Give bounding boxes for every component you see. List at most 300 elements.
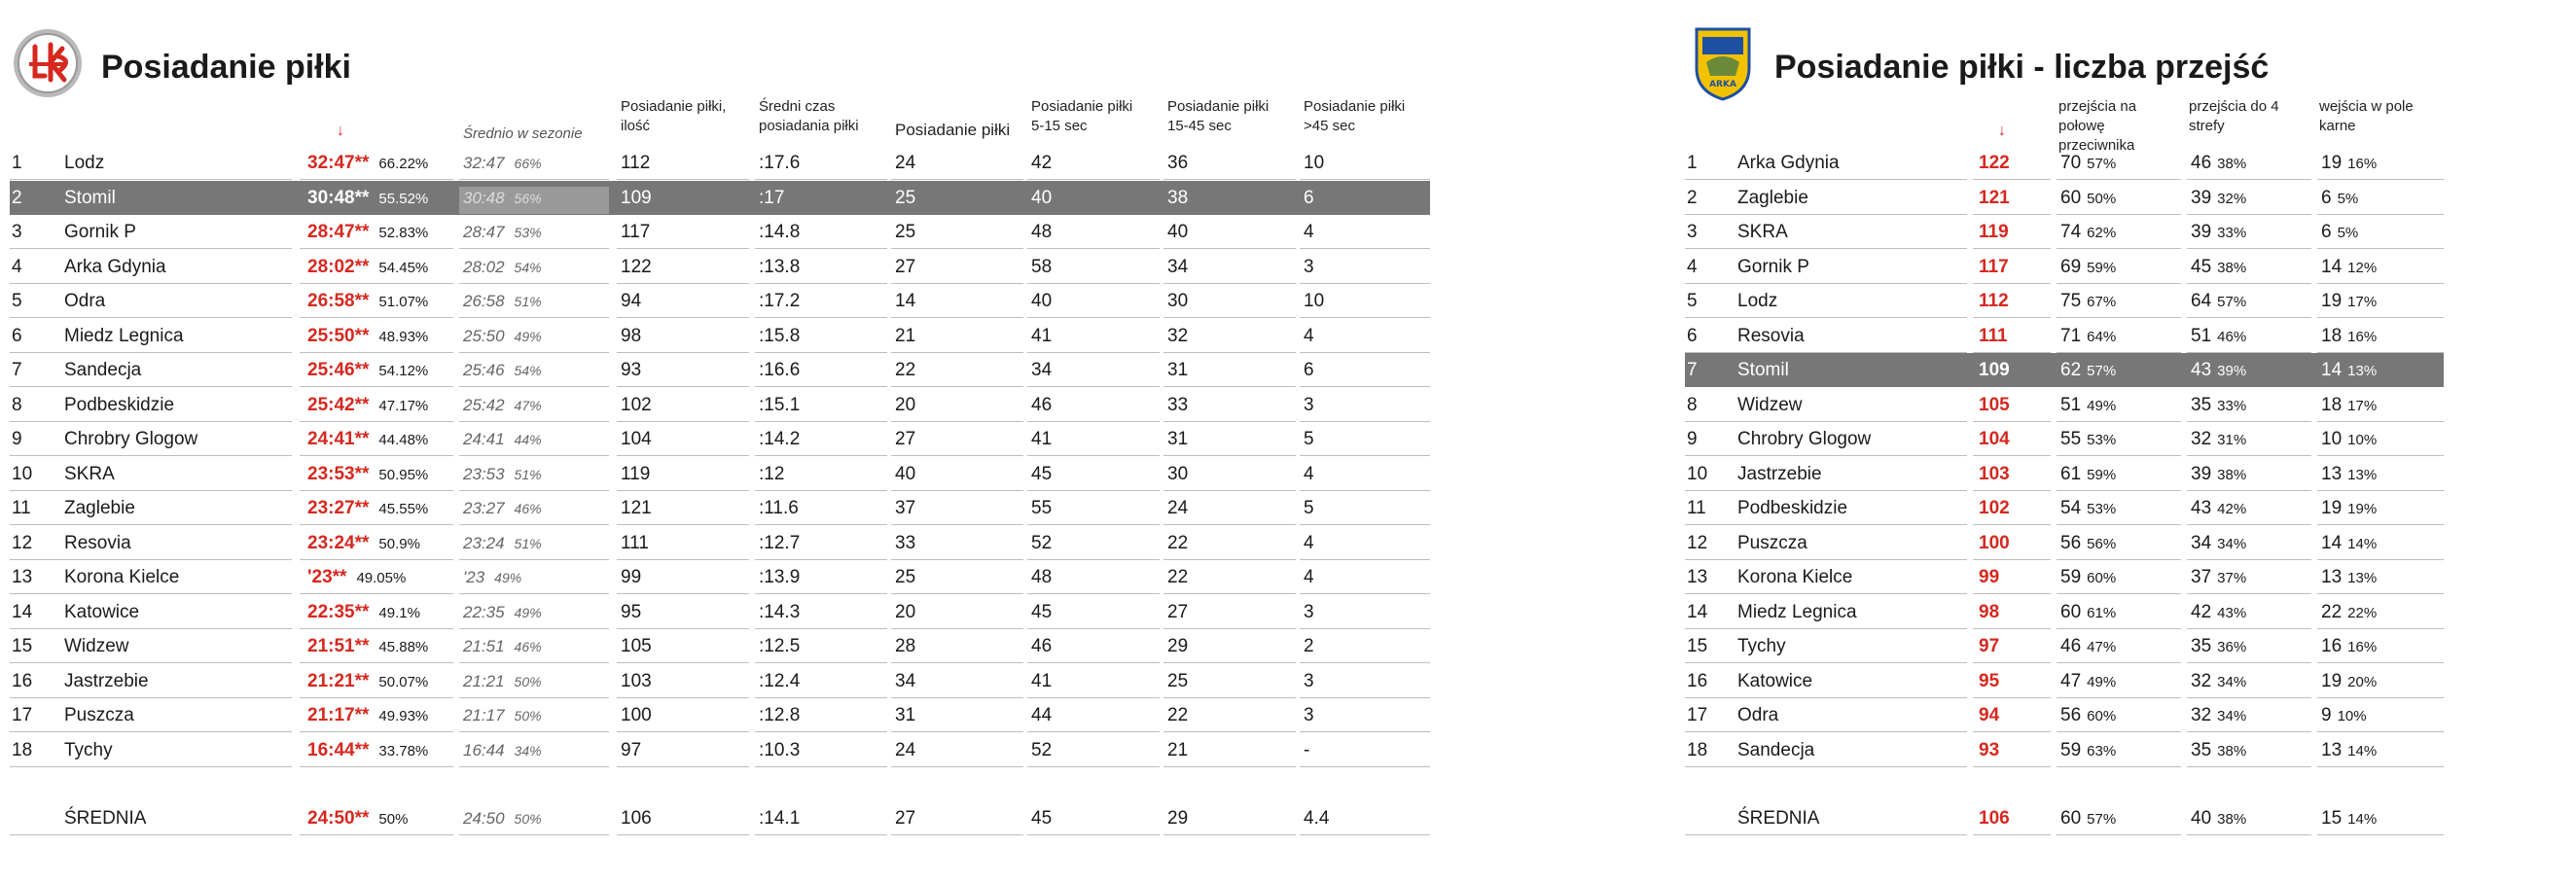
- possession-cell: 20: [895, 394, 916, 415]
- time-cell: [307, 807, 408, 834]
- count-cell: 97: [621, 739, 642, 760]
- box-cell: [2321, 497, 2377, 524]
- season-avg-time: 22:35: [463, 602, 505, 621]
- half-percent: 49%: [2087, 673, 2117, 690]
- header-45plus: Posiadanie piłki >45 sec: [1304, 98, 1406, 134]
- table-row[interactable]: [10, 664, 1430, 698]
- b515-cell: 41: [1031, 325, 1053, 346]
- b1545-cell: 36: [1167, 153, 1189, 173]
- team-cell: Miedz Legnica: [64, 325, 184, 346]
- box-cell: [2321, 221, 2358, 248]
- half-percent: 64%: [2087, 328, 2117, 345]
- half-cell: [2060, 739, 2116, 766]
- zone-cell: [2191, 601, 2246, 628]
- header-half: przejścia na połowę przeciwnika: [2058, 98, 2137, 154]
- box-cell: [2321, 566, 2377, 593]
- zone-cell: [2191, 807, 2246, 834]
- b45-cell: 3: [1304, 601, 1314, 622]
- total-cell: 119: [1979, 222, 2009, 242]
- row-divider: [2317, 766, 2444, 767]
- b1545-cell: 30: [1167, 291, 1189, 311]
- table-row[interactable]: [10, 181, 1430, 215]
- box-value: 13: [2321, 567, 2343, 587]
- total-cell: 100: [1979, 532, 2010, 553]
- b515-cell: 41: [1031, 670, 1053, 691]
- b45-cell: 5: [1304, 498, 1314, 518]
- rank-cell: 18: [1687, 739, 1708, 760]
- b1545-cell: 29: [1167, 808, 1189, 829]
- b45-cell: 6: [1304, 360, 1314, 380]
- season-avg-time: 24:41: [463, 430, 505, 448]
- box-cell: [2321, 152, 2377, 179]
- table-row[interactable]: [10, 388, 1430, 422]
- table-row[interactable]: [10, 353, 1430, 387]
- b1545-cell: 25: [1167, 670, 1189, 691]
- count-cell: 121: [621, 498, 652, 518]
- possession-cell: 28: [895, 636, 916, 656]
- row-divider: [1973, 766, 2051, 767]
- b45-cell: 10: [1304, 153, 1325, 173]
- b1545-cell: 33: [1167, 394, 1189, 415]
- box-value: 19: [2321, 291, 2343, 311]
- table-row[interactable]: [1685, 560, 2444, 594]
- table-row[interactable]: [10, 698, 1430, 732]
- half-cell: [2060, 359, 2116, 386]
- box-value: 16: [2321, 636, 2343, 656]
- b1545-cell: 31: [1167, 429, 1189, 449]
- box-cell: [2321, 290, 2377, 317]
- season-avg-time: 16:44: [463, 740, 505, 759]
- box-value: 6: [2321, 187, 2332, 208]
- table-row[interactable]: [10, 526, 1430, 560]
- b515-cell: 45: [1031, 808, 1053, 829]
- zone-percent: 43%: [2217, 604, 2247, 621]
- team-cell: Korona Kielce: [64, 567, 180, 587]
- rank-cell: 14: [12, 601, 33, 622]
- avg-time-cell: :14.1: [759, 808, 801, 829]
- table-row[interactable]: [1685, 491, 2444, 525]
- season-avg-time: 25:42: [463, 395, 505, 414]
- box-value: 18: [2321, 394, 2343, 415]
- row-divider: [1685, 834, 1967, 835]
- zone-value: 64: [2191, 291, 2212, 311]
- team-cell: Zaglebie: [64, 498, 135, 518]
- b45-cell: 5: [1304, 429, 1314, 449]
- box-percent: 13%: [2347, 466, 2378, 483]
- box-value: 6: [2321, 222, 2332, 242]
- avg-time-cell: :12.5: [759, 636, 801, 656]
- half-cell: [2060, 187, 2116, 214]
- team-cell: Miedz Legnica: [1737, 601, 1857, 622]
- time-percent: 48.93%: [378, 328, 429, 345]
- team-cell: Chrobry Glogow: [64, 429, 198, 449]
- half-percent: 47%: [2087, 639, 2117, 655]
- b515-cell: 45: [1031, 463, 1053, 484]
- zone-value: 40: [2191, 808, 2212, 829]
- avg-time-cell: :14.8: [759, 222, 801, 242]
- zone-cell: [2191, 635, 2246, 662]
- team-cell: Podbeskidzie: [64, 394, 175, 415]
- possession-cell: 37: [895, 498, 916, 518]
- time-percent: 50.07%: [378, 673, 429, 690]
- b515-cell: 58: [1031, 256, 1053, 277]
- row-divider: [459, 766, 609, 767]
- season-avg-cell: [459, 497, 609, 524]
- table-row[interactable]: [1685, 353, 2444, 387]
- rank-cell: 5: [12, 291, 22, 311]
- table-row[interactable]: [1685, 595, 2444, 629]
- header-count: Posiadanie piłki, ilość: [621, 98, 727, 134]
- total-cell: 109: [1979, 360, 2010, 380]
- half-percent: 60%: [2087, 570, 2117, 586]
- rank-cell: 4: [12, 256, 22, 277]
- season-avg-percent: 49%: [494, 570, 522, 585]
- half-percent: 49%: [2087, 397, 2117, 414]
- table-row[interactable]: [1685, 388, 2444, 422]
- b45-cell: 3: [1304, 670, 1314, 691]
- row-divider: [2187, 834, 2311, 835]
- time-cell: [307, 704, 428, 731]
- team-cell: Resovia: [1737, 325, 1805, 346]
- zone-percent: 57%: [2217, 294, 2247, 310]
- team-cell: Jastrzebie: [1737, 463, 1822, 484]
- team-cell: Puszcza: [64, 705, 134, 725]
- time-value: 25:50**: [307, 325, 370, 346]
- avg-time-cell: :13.9: [759, 567, 801, 587]
- box-cell: [2321, 256, 2377, 283]
- rank-cell: 17: [1687, 705, 1708, 725]
- table-row[interactable]: [1685, 284, 2444, 318]
- box-percent: 16%: [2347, 328, 2378, 345]
- box-percent: 13%: [2347, 570, 2378, 586]
- row-divider: [2057, 766, 2181, 767]
- possession-cell: 27: [895, 256, 916, 277]
- box-percent: 10%: [2337, 708, 2367, 724]
- time-cell: [307, 739, 428, 766]
- time-value: 22:35**: [307, 601, 370, 622]
- box-value: 13: [2321, 739, 2343, 760]
- count-cell: 102: [621, 394, 652, 415]
- rank-cell: 17: [12, 705, 33, 725]
- row-divider: [891, 766, 1023, 767]
- table-row[interactable]: [1685, 629, 2444, 663]
- time-value: 25:46**: [307, 360, 370, 380]
- box-cell: [2321, 463, 2377, 490]
- box-percent: 20%: [2347, 673, 2378, 690]
- table-row[interactable]: [1685, 250, 2444, 284]
- table-row[interactable]: [1685, 181, 2444, 215]
- half-value: 74: [2060, 222, 2082, 242]
- possession-cell: 25: [895, 222, 916, 242]
- table-row[interactable]: [10, 422, 1430, 456]
- total-cell: 103: [1979, 463, 2010, 484]
- row-divider: [459, 834, 609, 835]
- half-cell: [2060, 566, 2116, 593]
- b45-cell: 3: [1304, 256, 1314, 277]
- time-percent: 50.95%: [378, 466, 429, 483]
- rank-cell: 15: [1687, 636, 1708, 656]
- total-cell: 106: [1979, 808, 2010, 829]
- team-cell: Sandecja: [64, 360, 142, 380]
- season-avg-cell: [459, 739, 609, 766]
- season-avg-cell: [459, 152, 609, 179]
- table-row[interactable]: [1685, 146, 2444, 180]
- count-cell: 117: [621, 222, 651, 242]
- sort-arrow-icon[interactable]: ↓: [337, 123, 344, 139]
- table-row[interactable]: [1685, 215, 2444, 249]
- b515-cell: 46: [1031, 394, 1053, 415]
- table-row[interactable]: [10, 595, 1430, 629]
- sort-arrow-icon[interactable]: ↓: [1998, 123, 2006, 139]
- b515-cell: 52: [1031, 532, 1053, 553]
- b45-cell: 2: [1304, 636, 1314, 656]
- time-value: 26:58**: [307, 291, 370, 311]
- total-cell: 105: [1979, 394, 2010, 415]
- table-row[interactable]: [1685, 698, 2444, 732]
- total-cell: 98: [1979, 601, 2000, 622]
- season-avg-percent: 66%: [514, 156, 542, 171]
- table-row[interactable]: [10, 457, 1430, 491]
- season-avg-percent: 49%: [514, 328, 542, 344]
- box-percent: 5%: [2337, 190, 2359, 207]
- possession-cell: 27: [895, 808, 916, 829]
- team-cell: Lodz: [64, 153, 105, 173]
- season-avg-cell: [459, 463, 609, 490]
- season-avg-cell: [459, 807, 609, 834]
- zone-cell: [2191, 394, 2246, 421]
- season-avg-time: 24:50: [463, 809, 505, 828]
- avg-time-cell: :14.2: [759, 429, 801, 449]
- zone-value: 45: [2191, 256, 2212, 277]
- summary-row[interactable]: [1685, 801, 2444, 835]
- time-cell: [307, 601, 420, 628]
- count-cell: 99: [621, 567, 642, 587]
- table-row[interactable]: [10, 629, 1430, 663]
- season-avg-percent: 54%: [514, 259, 542, 275]
- avg-time-cell: :12.8: [759, 705, 801, 725]
- row-divider: [755, 766, 887, 767]
- possession-cell: 25: [895, 187, 916, 208]
- box-value: 22: [2321, 601, 2343, 622]
- avg-time-cell: :16.6: [759, 360, 801, 380]
- total-cell: 112: [1979, 291, 2009, 311]
- half-value: 61: [2060, 463, 2082, 484]
- time-percent: 33.78%: [378, 742, 429, 759]
- rank-cell: 8: [1687, 394, 1698, 415]
- box-cell: [2321, 428, 2377, 455]
- table-row[interactable]: [10, 284, 1430, 318]
- b45-cell: 6: [1304, 187, 1314, 208]
- rank-cell: 16: [1687, 670, 1708, 691]
- time-value: '23**: [307, 567, 347, 587]
- rank-cell: 5: [1687, 291, 1698, 311]
- zone-cell: [2191, 152, 2246, 179]
- season-avg-time: 28:02: [463, 257, 505, 276]
- team-cell: SKRA: [1737, 222, 1788, 242]
- box-cell: [2321, 359, 2377, 386]
- team-cell: Sandecja: [1737, 739, 1815, 760]
- box-percent: 22%: [2347, 604, 2378, 621]
- box-percent: 16%: [2347, 156, 2378, 172]
- b45-cell: 4: [1304, 222, 1314, 242]
- zone-percent: 38%: [2217, 259, 2247, 276]
- b45-cell: -: [1304, 739, 1310, 760]
- season-avg-time: 30:48: [463, 188, 505, 207]
- avg-time-cell: :17: [759, 187, 785, 208]
- half-cell: [2060, 601, 2116, 628]
- count-cell: 100: [621, 705, 652, 725]
- team-cell: Arka Gdynia: [64, 256, 166, 277]
- zone-cell: [2191, 670, 2246, 697]
- half-value: 55: [2060, 429, 2082, 449]
- time-value: 24:50**: [307, 808, 370, 829]
- zone-value: 46: [2191, 153, 2212, 173]
- row-divider: [10, 766, 292, 767]
- total-cell: 93: [1979, 739, 2000, 760]
- season-avg-time: 23:27: [463, 499, 505, 517]
- row-divider: [755, 834, 887, 835]
- rank-cell: 10: [1687, 463, 1708, 484]
- time-value: 21:51**: [307, 636, 370, 656]
- time-value: 23:24**: [307, 532, 370, 553]
- time-value: 30:48**: [307, 187, 370, 208]
- season-avg-percent: 56%: [514, 190, 542, 206]
- rank-cell: 4: [1687, 256, 1698, 277]
- season-avg-percent: 53%: [514, 225, 542, 240]
- half-value: 51: [2060, 394, 2082, 415]
- table-row[interactable]: [1685, 457, 2444, 491]
- half-percent: 61%: [2087, 604, 2117, 621]
- table-row[interactable]: [1685, 422, 2444, 456]
- season-avg-time: 25:46: [463, 361, 505, 379]
- box-percent: 17%: [2347, 397, 2378, 414]
- table-row[interactable]: [10, 319, 1430, 353]
- table-row[interactable]: [1685, 733, 2444, 767]
- time-cell: [307, 221, 428, 248]
- zone-value: 51: [2191, 325, 2212, 346]
- team-cell: Gornik P: [64, 222, 136, 242]
- row-divider: [1973, 834, 2051, 835]
- row-divider: [1300, 834, 1430, 835]
- box-percent: 19%: [2347, 501, 2378, 517]
- count-cell: 95: [621, 601, 642, 622]
- half-percent: 50%: [2087, 190, 2117, 207]
- time-cell: [307, 635, 428, 662]
- b515-cell: 42: [1031, 153, 1053, 173]
- row-divider: [1027, 766, 1160, 767]
- rank-cell: 9: [12, 429, 22, 449]
- zone-cell: [2191, 290, 2246, 317]
- time-value: 16:44**: [307, 739, 370, 760]
- half-cell: [2060, 532, 2116, 559]
- table-row[interactable]: [10, 250, 1430, 284]
- b1545-cell: 21: [1167, 739, 1189, 760]
- team-cell: Gornik P: [1737, 256, 1809, 277]
- box-value: 13: [2321, 463, 2343, 484]
- row-divider: [891, 834, 1023, 835]
- rank-cell: 3: [12, 222, 22, 242]
- summary-row[interactable]: [10, 801, 1430, 835]
- b45-cell: 4: [1304, 325, 1314, 346]
- half-cell: [2060, 463, 2116, 490]
- time-percent: 45.88%: [378, 639, 429, 655]
- table-row[interactable]: [10, 146, 1430, 180]
- time-cell: [307, 394, 428, 421]
- table-row[interactable]: [10, 491, 1430, 525]
- season-avg-cell: [459, 359, 609, 386]
- row-divider: [617, 766, 749, 767]
- table-row[interactable]: [10, 215, 1430, 249]
- half-cell: [2060, 152, 2116, 179]
- total-cell: 122: [1979, 153, 2010, 173]
- zone-cell: [2191, 359, 2246, 386]
- header-avg-time: Średni czas posiadania piłki: [759, 98, 859, 134]
- time-cell: [307, 463, 428, 490]
- b515-cell: 52: [1031, 739, 1053, 760]
- season-avg-cell: [459, 428, 609, 455]
- header-season-avg: Średnio w sezonie: [463, 125, 583, 142]
- possession-cell: 33: [895, 532, 916, 553]
- b1545-cell: 22: [1167, 567, 1189, 587]
- zone-percent: 39%: [2217, 363, 2247, 379]
- season-avg-time: 25:50: [463, 326, 505, 345]
- half-percent: 63%: [2087, 742, 2117, 759]
- avg-time-cell: :14.3: [759, 601, 801, 622]
- zone-cell: [2191, 566, 2246, 593]
- zone-value: 37: [2191, 567, 2212, 587]
- season-avg-time: 32:47: [463, 154, 505, 172]
- b1545-cell: 22: [1167, 532, 1189, 553]
- zone-value: 39: [2191, 463, 2212, 484]
- total-cell: 95: [1979, 670, 2000, 691]
- box-value: 9: [2321, 705, 2332, 725]
- rank-cell: 11: [12, 498, 31, 518]
- avg-time-cell: :10.3: [759, 739, 801, 760]
- page-title-transitions: Posiadanie piłki - liczba przejść: [1774, 49, 2270, 86]
- half-value: 59: [2060, 739, 2082, 760]
- time-cell: [307, 670, 428, 697]
- season-avg-percent: 49%: [514, 604, 542, 620]
- count-cell: 119: [621, 463, 651, 484]
- zone-cell: [2191, 256, 2246, 283]
- total-cell: 97: [1979, 636, 2000, 656]
- count-cell: 122: [621, 256, 652, 277]
- time-cell: [307, 187, 428, 214]
- half-cell: [2060, 221, 2116, 248]
- box-cell: [2321, 739, 2377, 766]
- table-row[interactable]: [10, 560, 1430, 594]
- team-cell: SKRA: [64, 463, 115, 484]
- zone-percent: 37%: [2217, 570, 2247, 586]
- row-divider: [2317, 834, 2444, 835]
- time-percent: 47.17%: [378, 397, 429, 414]
- b515-cell: 40: [1031, 291, 1053, 311]
- table-row[interactable]: [1685, 526, 2444, 560]
- total-cell: 111: [1979, 325, 2008, 346]
- table-row[interactable]: [10, 733, 1430, 767]
- count-cell: 94: [621, 291, 642, 311]
- table-row[interactable]: [1685, 664, 2444, 698]
- table-row[interactable]: [1685, 319, 2444, 353]
- zone-percent: 34%: [2217, 708, 2247, 724]
- half-value: 60: [2060, 187, 2082, 208]
- total-cell: 104: [1979, 429, 2010, 449]
- box-cell: [2321, 532, 2377, 559]
- zone-value: 32: [2191, 670, 2212, 691]
- time-percent: 52.83%: [378, 225, 429, 241]
- row-divider: [1300, 766, 1430, 767]
- half-value: 54: [2060, 498, 2082, 518]
